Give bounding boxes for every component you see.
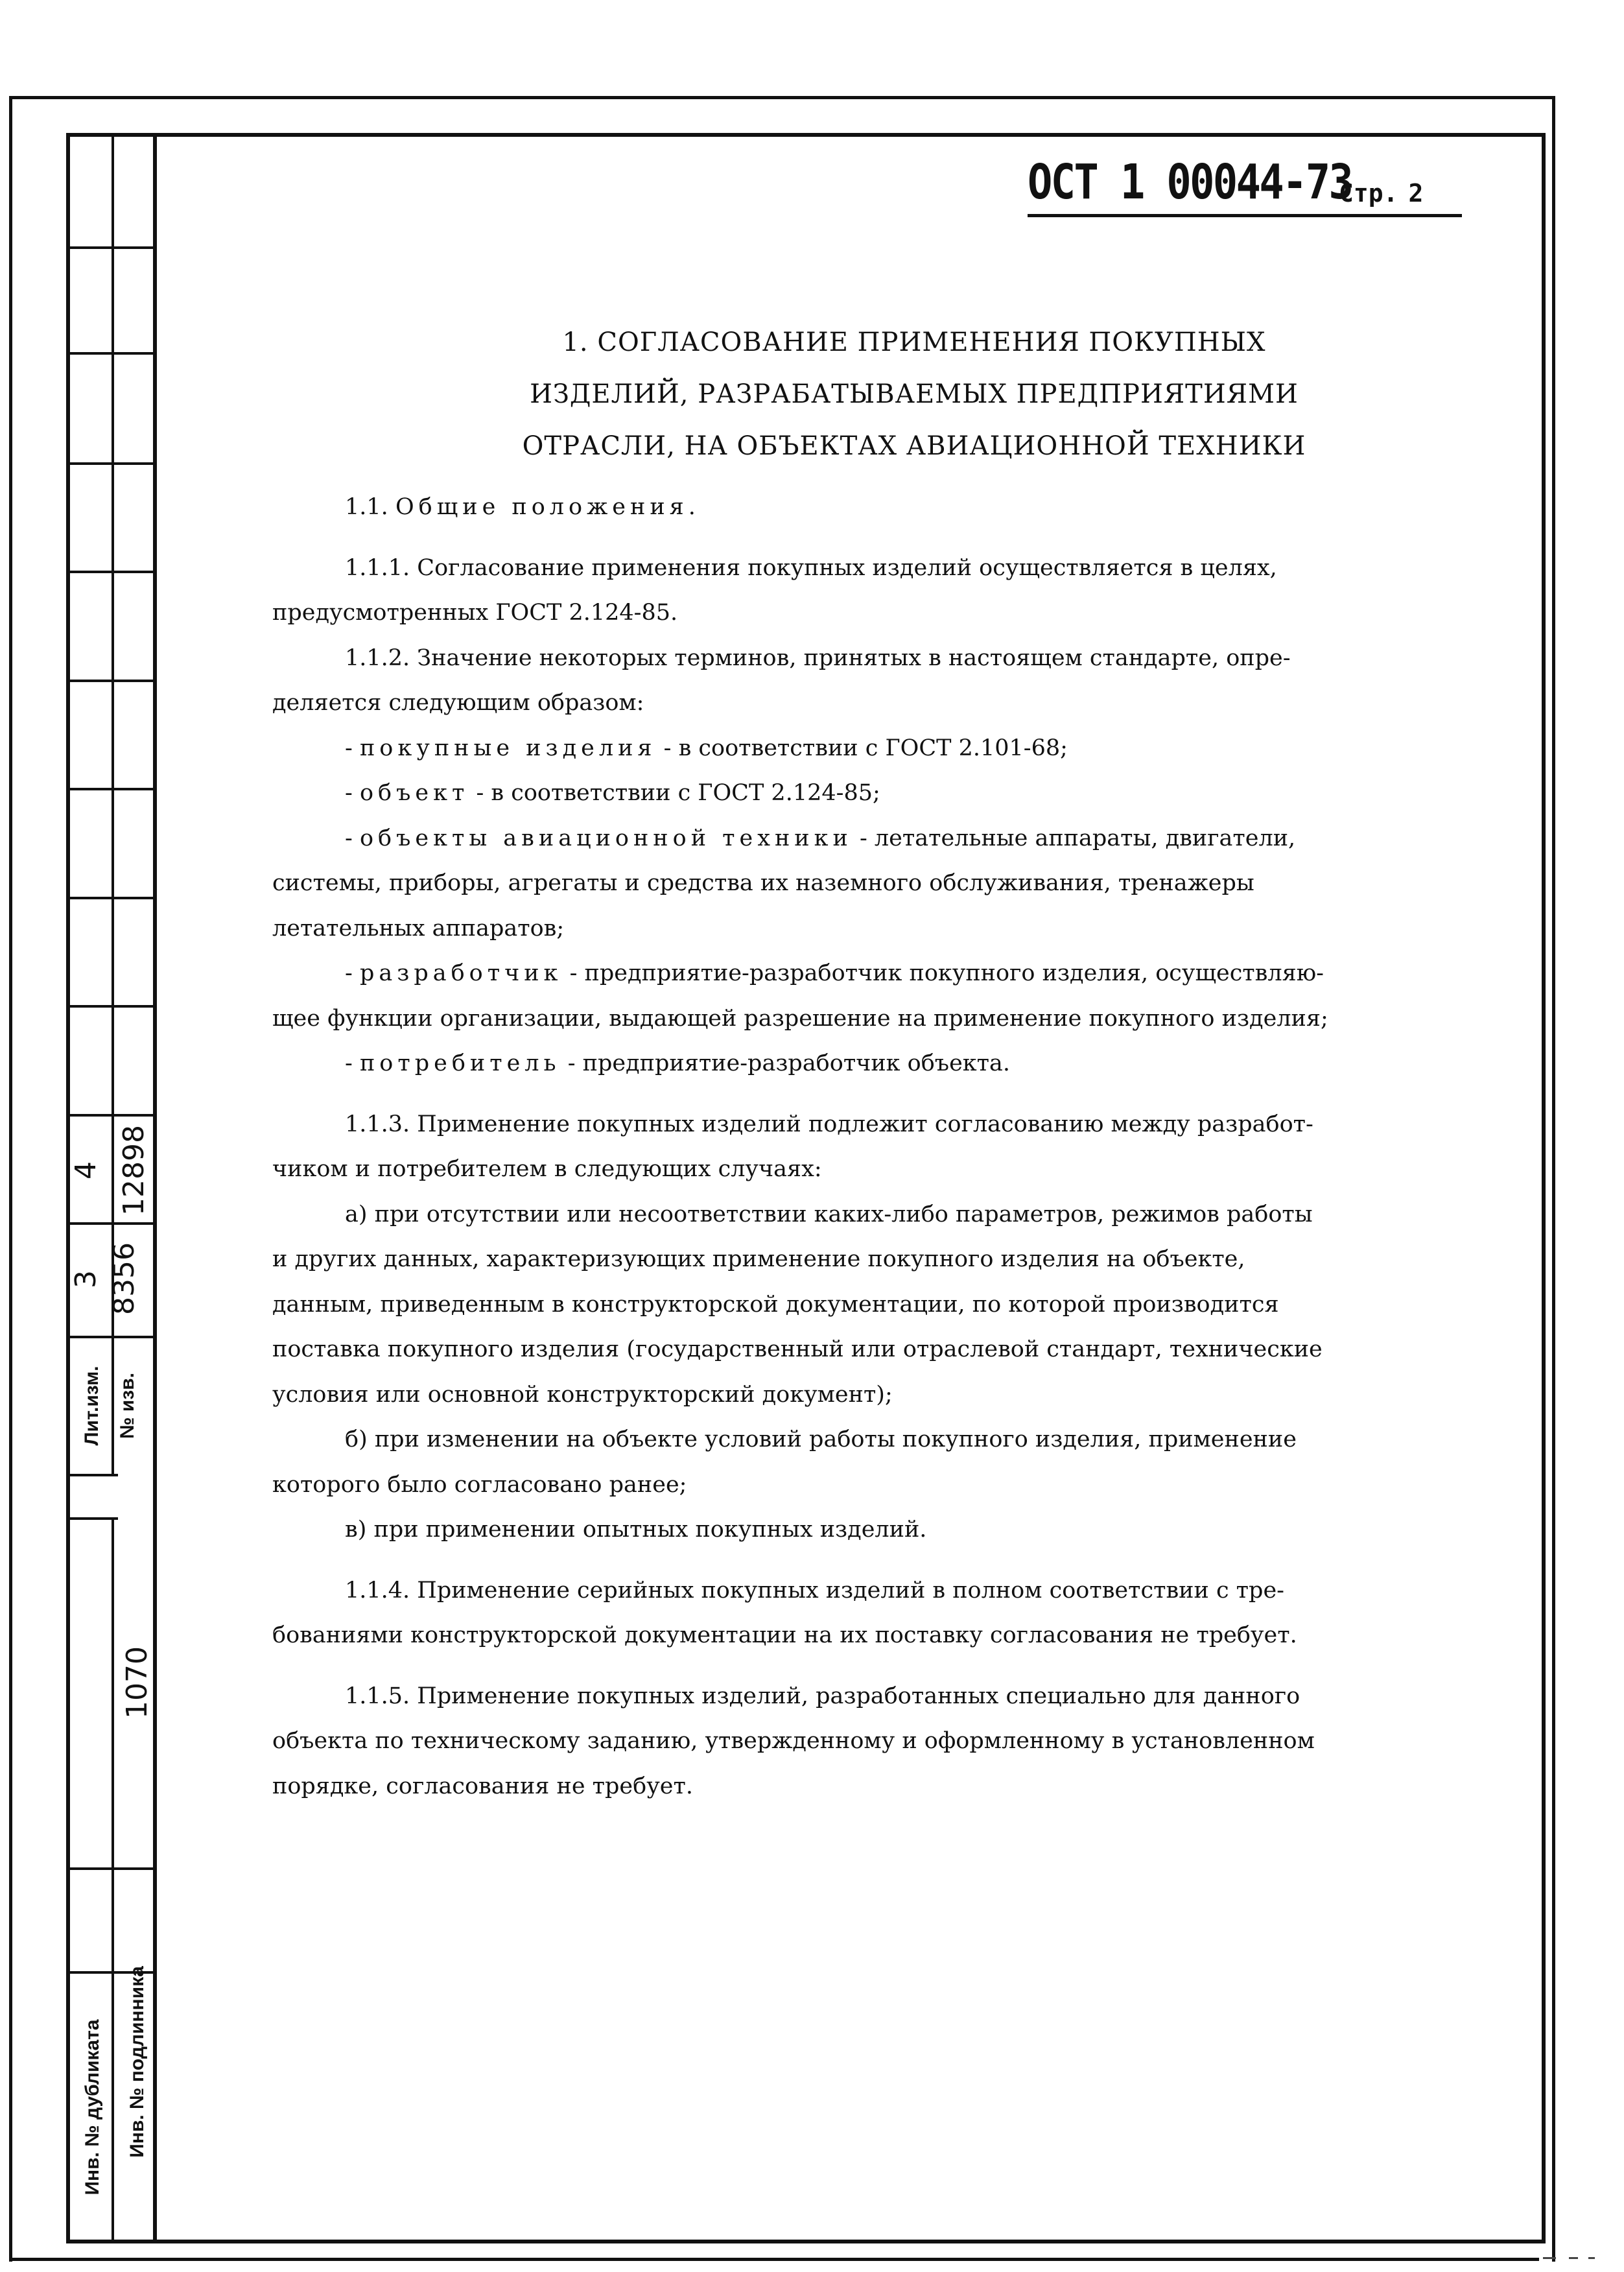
page-number: 2 [1408,179,1424,207]
definition-item [272,771,1426,816]
definition-term: покупные изделия [359,735,657,761]
stamp-row-line [66,1222,157,1225]
paragraph-line: 1.1.1. Согласование применения покупных изделий осуществляется в целях, [345,554,1277,581]
definition-item [272,951,1426,997]
paragraph-line: летательных аппаратов; [272,915,565,941]
page-header [1028,154,1462,217]
scan-mark [1569,2257,1578,2259]
rev1-number: 8356 [108,1242,141,1315]
rev2-number: 12898 [117,1125,150,1216]
paragraph-line: деляется следующим образом: [272,690,644,716]
paragraph-line: предусмотренных ГОСТ 2.124-85. [272,600,678,626]
stamp-row-line [66,1005,157,1008]
paragraph-line: 1.1.4. Применение серийных покупных изделий в полном соответствии с тре- [345,1577,1284,1603]
definition-term: потребитель [359,1050,561,1076]
stamp-row-line [66,462,157,465]
definition-item [272,816,1426,862]
stamp-row-line [66,571,157,573]
subsection-number: 1.1. [345,494,388,520]
definition-dash: - [345,960,360,986]
inv-original-number: 1070 [121,1646,154,1719]
paragraph-line: щее функции организации, выдающей разрешение на применение покупного изделия; [272,1005,1328,1032]
rev1-lit: 3 [69,1270,102,1288]
strip-column-divider [112,1517,114,2243]
stamp-row-line [66,788,157,790]
title-line: ИЗДЕЛИЙ, РАЗРАБАТЫВАЕМЫХ ПРЕДПРИЯТИЯМИ [530,379,1299,409]
definition-dash: - [345,780,360,806]
definition-dash: - [345,825,360,851]
page-number-block [1339,179,1423,207]
lit-izm-label: Лит.изм. [81,1366,102,1446]
no-izv-label: № изв. [117,1373,138,1439]
paragraph-line: объекта по техническому заданию, утвержденному и оформленному в установленном [272,1728,1315,1754]
inv-duplicate-label: Инв. № дубликата [82,2019,103,2195]
strip-gap-line [66,1517,118,1520]
definition-text: - в соответствии с ГОСТ 2.124-85; [469,780,880,806]
document-code: ОСТ 1 00044-73 [1028,154,1352,210]
paragraph-line: которого было согласовано ранее; [272,1471,687,1498]
inv-original-label: Инв. № подлинника [126,1966,148,2158]
scan-mark [1543,2257,1556,2259]
definition-item [272,1041,1426,1087]
subsection-title: Общие положения. [395,494,700,520]
bottom-border-line [9,2258,1539,2261]
stamp-row-line [66,680,157,682]
paragraph-line: условия или основной конструкторский документ); [272,1381,893,1408]
list-item-b: б) при изменении на объекте условий работы покупного изделия, применение [345,1426,1297,1452]
paragraph-line: 1.1.2. Значение некоторых терминов, принятых в настоящем стандарте, опре- [345,645,1291,671]
document-body [272,485,1426,1809]
definition-dash: - [345,735,360,761]
list-item-a: а) при отсутствии или несоответствии каких-либо параметров, режимов работы [345,1201,1313,1227]
stamp-row-line [66,897,157,899]
paragraph-line: чиком и потребителем в следующих случаях: [272,1156,822,1182]
page-label: Стр. [1339,179,1398,207]
definition-text: - летательные аппараты, двигатели, [852,825,1296,851]
definition-term: объект [359,780,469,806]
definition-term: разработчик [359,960,563,986]
paragraph-line: данным, приведенным в конструкторской документации, по которой производится [272,1291,1279,1318]
stamp-row-line [66,246,157,249]
list-item-c: в) при применении опытных покупных изделий. [345,1517,927,1543]
definition-item [272,726,1426,772]
stamp-row-line [66,1867,157,1870]
definition-text: - предприятие-разработчик покупного изделия, осуществляю- [562,960,1324,986]
definition-text: - предприятие-разработчик объекта. [560,1050,1011,1076]
title-line: 1. СОГЛАСОВАНИЕ ПРИМЕНЕНИЯ ПОКУПНЫХ [562,327,1266,357]
scan-mark [1588,2257,1595,2259]
title-line: ОТРАСЛИ, НА ОБЪЕКТАХ АВИАЦИОННОЙ ТЕХНИКИ [522,431,1306,461]
paragraph-line: и других данных, характеризующих применение покупного изделия на объекте, [272,1246,1245,1272]
definition-text: - в соответствии с ГОСТ 2.101-68; [656,735,1068,761]
paragraph-line: порядке, согласования не требует. [272,1773,694,1799]
paragraph-line: бованиями конструкторской документации на их поставку согласования не требует. [272,1622,1297,1648]
stamp-row-line [66,1114,157,1117]
rev2-lit: 4 [69,1161,102,1179]
definition-term: объекты авиационной техники [359,825,853,851]
subsection-heading [272,485,1426,530]
strip-gap-line [66,1474,118,1476]
definition-dash: - [345,1050,360,1076]
paragraph-line: 1.1.5. Применение покупных изделий, разработанных специально для данного [345,1683,1300,1709]
paragraph-line: 1.1.3. Применение покупных изделий подлежит согласованию между разработ- [345,1111,1313,1137]
section-title [389,316,1439,472]
paragraph-line: системы, приборы, агрегаты и средства их наземного обслуживания, тренажеры [272,870,1254,896]
paragraph-line: поставка покупного изделия (государственный или отраслевой стандарт, технические [272,1336,1323,1362]
stamp-row-line [66,352,157,355]
stamp-row-line [66,1336,157,1338]
